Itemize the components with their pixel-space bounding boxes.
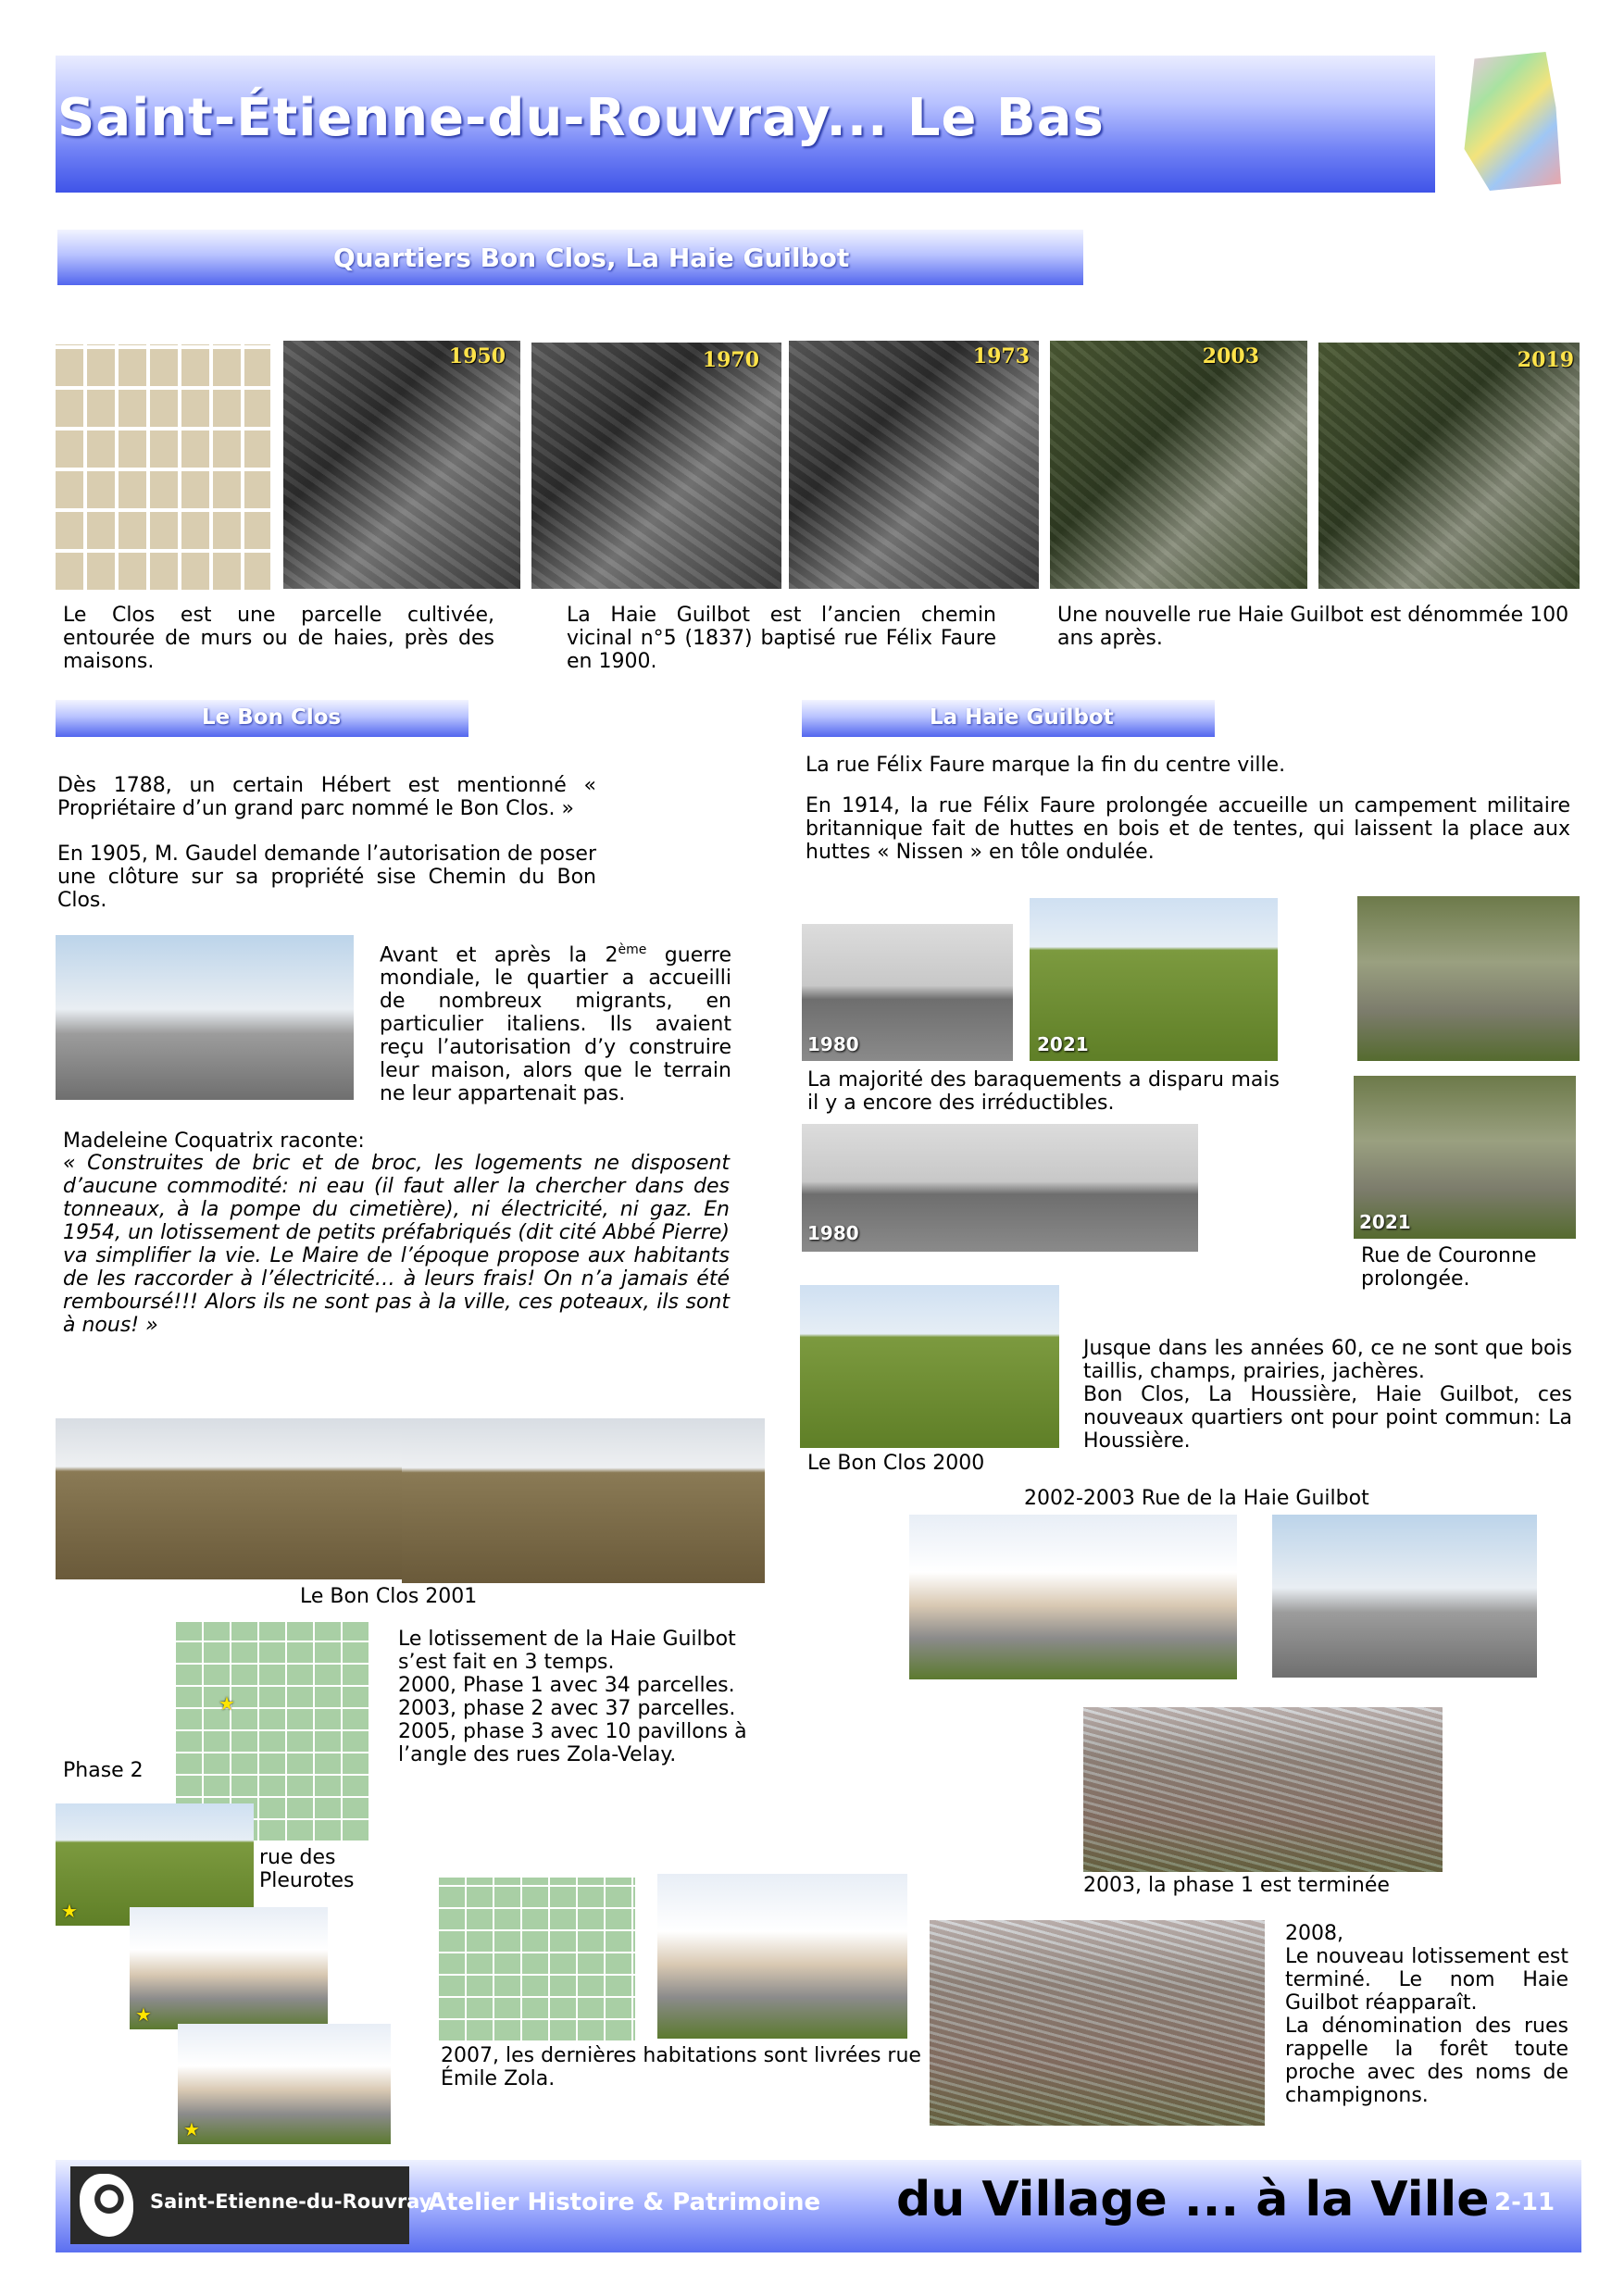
caption-le-clos: Le Clos est une parcelle cultivée, entourée de murs ou de haies, près des maisons. — [63, 604, 494, 673]
caption-haie-guilbot-chemin: La Haie Guilbot est l’ancien chemin vicinal n°5 (1837) baptisé rue Félix Faure en 1900. — [567, 604, 996, 673]
bon-clos-heading: Le Bon Clos — [202, 705, 342, 730]
lotissement-text: Le lotissement de la Haie Guilbot s’est fait en 3 temps. 2000, Phase 1 avec 34 parcelles. 2003, phase 2 avec 37 parcelles. 2005, phase 3 avec 10 pavillons à l’angle des rues Zola-Velay. — [398, 1628, 747, 1766]
haie-guilbot-heading: La Haie Guilbot — [930, 705, 1114, 730]
district-map-thumbnail — [1459, 52, 1561, 191]
annees-60-text: Jusque dans les années 60, ce ne sont que bois taillis, champs, prairies, jachères. Bon Clos, La Houssière, Haie Guilbot, ces nouveaux quartiers ont pour point commun: La Houssière. — [1083, 1337, 1572, 1453]
photo-pleurotes-2 — [130, 1907, 328, 2029]
page-number: 2-11 — [1494, 2189, 1555, 2216]
aerial-photo-2003 — [1050, 341, 1307, 589]
photo-bon-clos-2000 — [800, 1285, 1059, 1448]
photo-rue-haie-guilbot-b — [1272, 1515, 1537, 1678]
photo-rue-emile-zola — [657, 1874, 907, 2039]
haie-guilbot-text-1: La rue Félix Faure marque la fin du centre ville. — [806, 754, 1286, 777]
rue-pleurotes-label: rue des Pleurotes — [259, 1846, 355, 1892]
photo-huts-2021-a — [1030, 898, 1278, 1061]
war-text-post: guerre mondiale, le quartier a accueilli de nombreux migrants, en particulier italiens. Ils avaient reçu l’autorisation d’y construire leur maison, alors que le terrain ne leur appartenait pas. — [380, 943, 731, 1106]
year-label-2019: 2019 — [1517, 348, 1574, 372]
photo-pleurotes-3 — [178, 2024, 391, 2144]
caption-phase1: 2003, la phase 1 est terminée — [1083, 1874, 1390, 1897]
caption-nouvelle-rue: Une nouvelle rue Haie Guilbot est dénommée 100 ans après. — [1057, 604, 1569, 650]
label-2021-b: 2021 — [1359, 1211, 1411, 1233]
photo-rue-haie-guilbot-a — [909, 1515, 1237, 1679]
quote-author: Madeleine Coquatrix raconte: — [63, 1129, 365, 1153]
photo-huts-1980-b — [802, 1124, 1198, 1252]
haie-guilbot-text-2: En 1914, la rue Félix Faure prolongée accueille un campement militaire britannique fait de huttes en bois et de tentes, qui laissent la place aux huttes « Nissen » en tôle ondulée. — [806, 794, 1570, 864]
year-label-1970: 1970 — [702, 348, 759, 372]
page-title: Saint-Étienne-du-Rouvray... Le Bas — [57, 88, 1105, 148]
label-2021-a: 2021 — [1037, 1033, 1089, 1055]
caption-rue-2002-2003: 2002-2003 Rue de la Haie Guilbot — [1024, 1487, 1369, 1510]
final-text: 2008, Le nouveau lotissement est terminé. Le nom Haie Guilbot réapparaît. La dénomination des rues rappelle la forêt toute proche avec des noms de champignons. — [1285, 1922, 1568, 2107]
bon-clos-intro-1: Dès 1788, un certain Hébert est mentionné « Propriétaire d’un grand parc nommé le Bon Clos. » — [57, 774, 596, 820]
war-text-sup: ème — [618, 942, 647, 957]
city-logo — [70, 2166, 432, 2244]
subtitle: Quartiers Bon Clos, La Haie Guilbot — [333, 243, 850, 273]
star-marker: ★ — [183, 2118, 200, 2140]
photo-bon-clos-2001-a — [56, 1418, 415, 1579]
caption-bon-clos-2001: Le Bon Clos 2001 — [300, 1585, 478, 1608]
caption-couronne: Rue de Couronne prolongée. — [1361, 1244, 1537, 1291]
war-text-pre: Avant et après la 2 — [380, 943, 618, 967]
photo-nissen-hut — [1357, 896, 1580, 1061]
bon-clos-intro-2: En 1905, M. Gaudel demande l’autorisation de poser une clôture sur sa propriété sise Chemin du Bon Clos. — [57, 842, 596, 912]
star-marker: ★ — [219, 1692, 235, 1715]
marianne-logo-icon — [80, 2174, 133, 2237]
aerial-photo-1973 — [789, 341, 1039, 589]
photo-phase1-aerial — [1083, 1707, 1443, 1872]
slogan: du Village ... à la Ville — [896, 2172, 1490, 2227]
logo-text: Saint-Etienne-du-Rouvray — [150, 2190, 432, 2213]
street-photo-bon-clos — [56, 935, 354, 1100]
plan-rue-emile-zola — [439, 1878, 635, 2040]
photo-bon-clos-2001-b — [402, 1418, 765, 1583]
quote-text: « Construites de bric et de broc, les logements ne disposent d’aucune commodité: ni eau (il faut aller la chercher dans des tonneaux, à la pompe du cimetière), ni électricité, ni gaz. En 1954, un lotissement de petits préfabriqués (dit cité Abbé Pierre) va simplifier la vie. Le Maire de l’époque propose aux habitants de les raccorder à l’électricité… à leurs frais! On n’a jamais été remboursé!!! Alors ils ne sont pas à la ville, ces poteaux, ils sont à nous! » — [63, 1152, 730, 1337]
aerial-photo-1950 — [283, 341, 520, 589]
photo-lotissement-2008 — [930, 1920, 1265, 2126]
star-marker: ★ — [135, 2003, 152, 2026]
photo-huts-1980-a — [802, 924, 1013, 1061]
aerial-photo-2019 — [1318, 343, 1580, 589]
label-1980-a: 1980 — [807, 1033, 859, 1055]
caption-bon-clos-2000: Le Bon Clos 2000 — [807, 1452, 985, 1475]
year-label-1950: 1950 — [448, 344, 506, 368]
photo-ruin-2021 — [1354, 1076, 1576, 1239]
atelier-label: Atelier Histoire & Patrimoine — [428, 2189, 821, 2216]
caption-baraquements: La majorité des baraquements a disparu mais il y a encore des irréductibles. — [807, 1068, 1280, 1115]
phase2-label: Phase 2 — [63, 1759, 144, 1782]
year-label-2003: 2003 — [1202, 344, 1259, 368]
war-text — [380, 939, 731, 1105]
aerial-photo-1970 — [531, 343, 781, 589]
caption-zola: 2007, les dernières habitations sont livrées rue Émile Zola. — [441, 2044, 921, 2090]
year-label-1973: 1973 — [972, 344, 1030, 368]
street-map-image — [56, 344, 270, 590]
label-1980-b: 1980 — [807, 1222, 859, 1244]
star-marker: ★ — [61, 1900, 78, 1922]
